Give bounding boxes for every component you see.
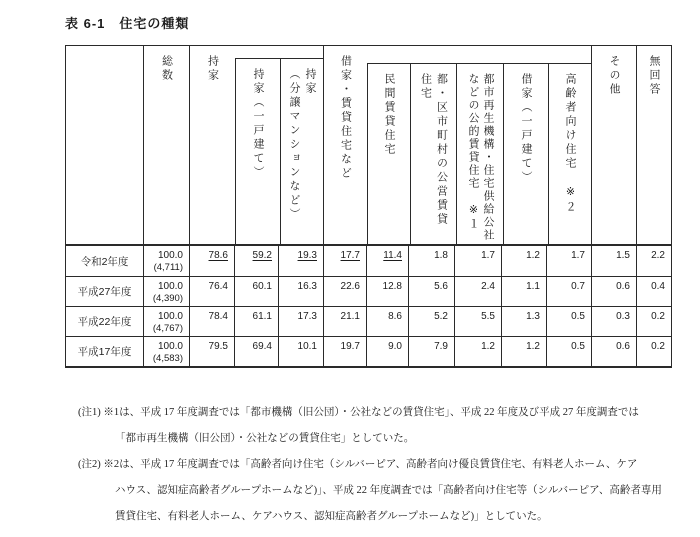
total-percent: 100.0 [157,311,183,322]
ur-rental-line-2: などの公的賃貸住宅 ※１ [467,73,479,231]
owned-home-group [189,46,323,244]
table-row-heisei22 [66,306,671,336]
cell-value: 8.6 [366,307,408,336]
column-header-owned-condo [280,59,323,244]
column-header-total-label: 総数 [160,55,173,83]
cell-value: 12.8 [366,277,408,306]
cell-value: 9.0 [366,337,408,366]
table-body [66,246,671,366]
cell-value: 1.8 [408,246,454,276]
cell-value: 19.3 [278,246,323,276]
cell-value: 10.1 [278,337,323,366]
cell-value: 78.4 [189,307,234,336]
column-header-rented-detached-label: 借家（一戸建て） [520,73,532,185]
table-row-reiwa2 [66,246,671,276]
total-percent: 100.0 [157,341,183,352]
total-percent: 100.0 [157,281,183,292]
column-header-no-answer-label: 無回答 [648,55,660,97]
column-header-owned-detached-label: 持家（一戸建て） [252,68,264,180]
total-count: (4,390) [152,293,183,304]
cell-value: 2.2 [636,246,671,276]
total-percent: 100.0 [157,250,183,261]
column-header-rented-group-label: 借家・賃貸住宅など [339,55,352,181]
corner-cell [66,46,143,244]
cell-value: 78.6 [189,246,234,276]
row-label: 平成22年度 [77,316,132,328]
cell-value: 17.7 [323,246,366,276]
column-header-rented-group [324,46,367,244]
cell-value: 76.4 [189,277,234,306]
housing-type-table [65,45,672,368]
column-header-owned-detached [236,59,280,244]
cell-value: 1.2 [501,246,546,276]
cell-value: 19.7 [323,337,366,366]
table-header [66,46,671,246]
cell-value: 0.2 [636,337,671,366]
cell-value: 2.4 [454,277,501,306]
cell-value: 0.5 [546,307,591,336]
cell-value: 0.2 [636,307,671,336]
cell-value: 0.4 [636,277,671,306]
column-header-public-rental-label [418,64,450,227]
cell-value: 5.2 [408,307,454,336]
cell-value: 60.1 [234,277,278,306]
cell-value: 5.5 [454,307,501,336]
rented-home-group [323,46,591,244]
cell-value: 1.7 [546,246,591,276]
footnote-line: ハウス、認知症高齢者グループホームなど)」、平成 22 年度調査では「高齢者向け住宅等（シルバーピア、高齢者専用 [115,485,662,496]
cell-value: 22.6 [323,277,366,306]
table-row-heisei17 [66,336,671,366]
rented-subcolumns [367,63,591,244]
column-header-public-rental [410,64,456,244]
column-header-ur-rental [456,64,503,244]
owned-condo-line-2: （分譲マンションなど） [288,68,300,222]
column-header-senior-housing [548,64,591,244]
cell-value: 0.5 [546,337,591,366]
total-count: (4,583) [152,353,183,364]
column-header-total [143,46,189,244]
cell-value: 0.7 [546,277,591,306]
cell-value: 59.2 [234,246,278,276]
column-header-private-rental-label: 民間賃貸住宅 [383,73,395,157]
cell-total [143,307,189,336]
column-header-other [591,46,636,244]
owned-condo-line-1: 持家 [304,68,316,96]
cell-value: 11.4 [366,246,408,276]
cell-value: 61.1 [234,307,278,336]
cell-value: 1.5 [591,246,636,276]
total-count: (4,711) [153,262,183,273]
footnote-line: (注2) ※2は、平成 17 年度調査では「高齢者向け住宅（シルバーピア、高齢者向け優良賃貸住宅、有料老人ホーム、ケア [78,459,638,470]
footnotes [78,400,700,530]
cell-value: 69.4 [234,337,278,366]
cell-value: 0.6 [591,337,636,366]
cell-value: 1.3 [501,307,546,336]
cell-total [143,277,189,306]
table-row-heisei27 [66,276,671,306]
cell-value: 1.2 [454,337,501,366]
cell-value: 16.3 [278,277,323,306]
column-header-private-rental [368,64,410,244]
cell-total [143,246,189,276]
cell-value: 7.9 [408,337,454,366]
cell-value: 21.1 [323,307,366,336]
footnote-line: 賃貸住宅、有料老人ホーム、ケアハウス、認知症高齢者グループホームなど)」としていた。 [115,511,548,522]
column-header-ur-rental-label [465,64,495,242]
row-label: 平成17年度 [77,346,132,358]
page-title: 表 6-1 住宅の種類 [65,16,190,31]
column-header-rented-detached [503,64,548,244]
column-header-senior-housing-label: 高齢者向け住宅 ※２ [564,73,576,215]
cell-value: 79.5 [189,337,234,366]
cell-value: 5.6 [408,277,454,306]
row-label: 平成27年度 [77,286,132,298]
cell-value: 17.3 [278,307,323,336]
ur-rental-line-1: 都市再生機構・住宅供給公社 [482,73,494,242]
cell-value: 0.3 [591,307,636,336]
column-header-owned [190,46,235,244]
public-rental-line-1: 都・区市町村の公営賃貸 [435,73,448,227]
cell-total [143,337,189,366]
column-header-no-answer [636,46,671,244]
cell-value: 0.6 [591,277,636,306]
owned-subcolumns [235,58,323,244]
cell-value: 1.2 [501,337,546,366]
cell-value: 1.7 [454,246,501,276]
footnote-line: 「都市再生機構（旧公団）・公社などの賃貸住宅」としていた。 [115,433,415,444]
public-rental-line-2: 住宅 [419,73,432,101]
footnote-line: (注1) ※1は、平成 17 年度調査では「都市機構（旧公団）・公社などの賃貸住宅」、平成 22 年度及び平成 27 年度調査では [78,407,639,418]
column-header-owned-condo-label [286,59,318,222]
total-count: (4,767) [152,323,183,334]
column-header-owned-label: 持家 [206,55,219,83]
row-label: 令和2年度 [80,255,129,268]
column-header-other-label: その他 [608,55,620,97]
cell-value: 1.1 [501,277,546,306]
